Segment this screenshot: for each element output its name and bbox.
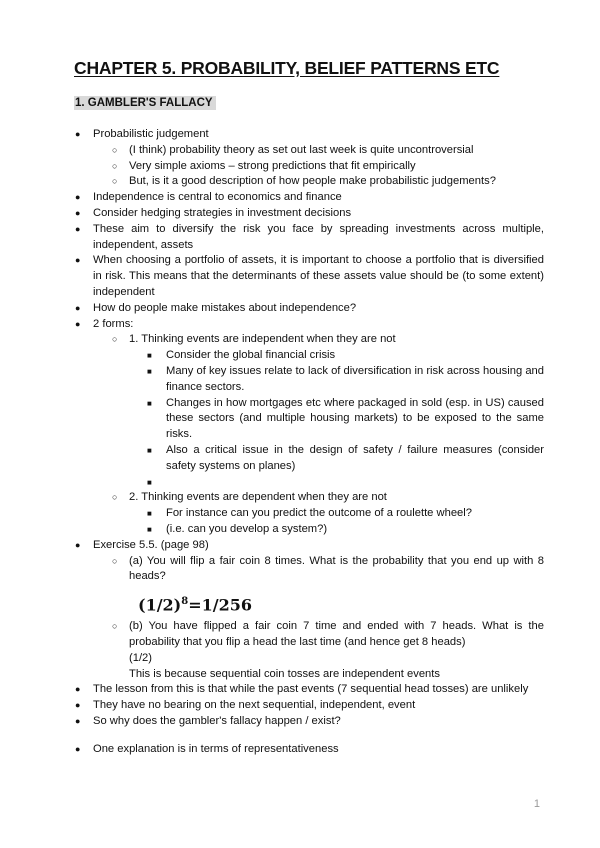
list-item: ● Probabilistic judgement xyxy=(74,127,544,143)
list-item-empty xyxy=(74,475,544,491)
list-item: ■ Consider the global financial crisis xyxy=(74,348,544,364)
bullet-square: ■ xyxy=(147,398,152,408)
list-item: ● These aim to diversify the risk you face by spreading investments across multiple, independent, assets xyxy=(75,222,544,251)
list-item: ■ Many of key issues relate to lack of diversification in risk across housing and finance sectors. xyxy=(147,364,544,393)
list-item: ● The lesson from this is that while the past events (7 sequential head tosses) are unlikely xyxy=(74,682,544,698)
list-item: ○ 2. Thinking events are dependent when they are not xyxy=(74,490,544,506)
bullet-disc: ● xyxy=(75,539,81,550)
bullet-disc: ● xyxy=(75,700,81,711)
bullet-circle: ○ xyxy=(112,334,118,345)
list-item: ■ Also a critical issue in the design of safety / failure measures (consider safety systems on planes) xyxy=(147,443,544,472)
list-item: ○ (I think) probability theory as set out last week is quite uncontroversial xyxy=(74,143,544,159)
bullet-square: ■ xyxy=(147,524,152,534)
list-item: ○ (b) You have flipped a fair coin 7 time and ended with 7 heads. What is the probability that you flip a head the last time (and hence get 8 heads) xyxy=(112,620,544,648)
list-item: ■ (i.e. can you develop a system?) xyxy=(74,522,544,538)
bullet-circle: ○ xyxy=(112,555,118,566)
list-item: ● Independence is central to economics and finance xyxy=(74,190,544,206)
bullet-circle: ○ xyxy=(112,621,118,632)
bullet-circle: ○ xyxy=(112,160,118,171)
bullet-disc: ● xyxy=(75,255,81,266)
list-item: ○ Very simple axioms – strong predictions that fit empirically xyxy=(74,159,544,175)
bullet-circle: ○ xyxy=(112,492,118,503)
list-item: ● Exercise 5.5. (page 98) xyxy=(74,538,544,554)
bullet-square: ■ xyxy=(147,509,152,519)
list-item: ○ 1. Thinking events are independent when they are not xyxy=(74,332,544,348)
bullet-square: ■ xyxy=(147,477,152,487)
list-item: ● 2 forms: xyxy=(74,317,544,333)
bullet-disc: ● xyxy=(75,318,81,329)
bullet-disc: ● xyxy=(75,743,81,754)
list-item: ● Consider hedging strategies in investment decisions xyxy=(74,206,544,222)
section-heading: 1. GAMBLER'S FALLACY xyxy=(74,96,216,110)
list-item: ■ Changes in how mortgages etc where packaged in sold (esp. in US) caused these sectors (and multiple housing markets) to be exposed to the same risks. xyxy=(147,396,544,441)
list-item: ○ But, is it a good description of how people make probabilistic judgements? xyxy=(74,174,544,190)
answer-value: (1/2) xyxy=(129,651,153,664)
list-item: ○ (a) You will flip a fair coin 8 times. What is the probability that you end up with 8 heads? xyxy=(112,554,544,583)
bullet-square: ■ xyxy=(147,445,152,455)
page-number: 1 xyxy=(533,798,540,810)
list-item: ■ For instance can you predict the outcome of a roulette wheel? xyxy=(74,506,544,522)
list-item: ● They have no bearing on the next sequential, independent, event xyxy=(74,698,544,714)
bullet-circle: ○ xyxy=(112,176,118,187)
bullet-square: ■ xyxy=(147,366,152,376)
bullet-disc: ● xyxy=(75,302,81,313)
chapter-title: CHAPTER 5. PROBABILITY, BELIEF PATTERNS ETC xyxy=(74,58,500,78)
bullet-disc: ● xyxy=(75,223,81,234)
bullet-disc: ● xyxy=(75,129,81,139)
list-item: ● When choosing a portfolio of assets, it is important to choose a portfolio that is diversified in risk. This means that the determinants of these assets value should be (to some extent) independent xyxy=(75,254,544,298)
list-item: ● So why does the gambler's fallacy happen / exist? xyxy=(74,714,544,730)
bullet-disc: ● xyxy=(75,192,81,203)
bullet-disc: ● xyxy=(75,684,81,695)
list-item: ● One explanation is in terms of representativeness xyxy=(74,742,544,758)
bullet-circle: ○ xyxy=(112,144,118,155)
probability-formula: $(1/2)^8=1/256$ xyxy=(138,595,252,615)
list-item: ● How do people make mistakes about independence? xyxy=(74,301,544,317)
bullet-square: ■ xyxy=(147,351,152,361)
notes-content xyxy=(74,127,544,757)
bullet-disc: ● xyxy=(75,715,81,726)
bullet-disc: ● xyxy=(75,207,81,218)
answer-note: This is because sequential coin tosses are independent events xyxy=(129,667,440,680)
